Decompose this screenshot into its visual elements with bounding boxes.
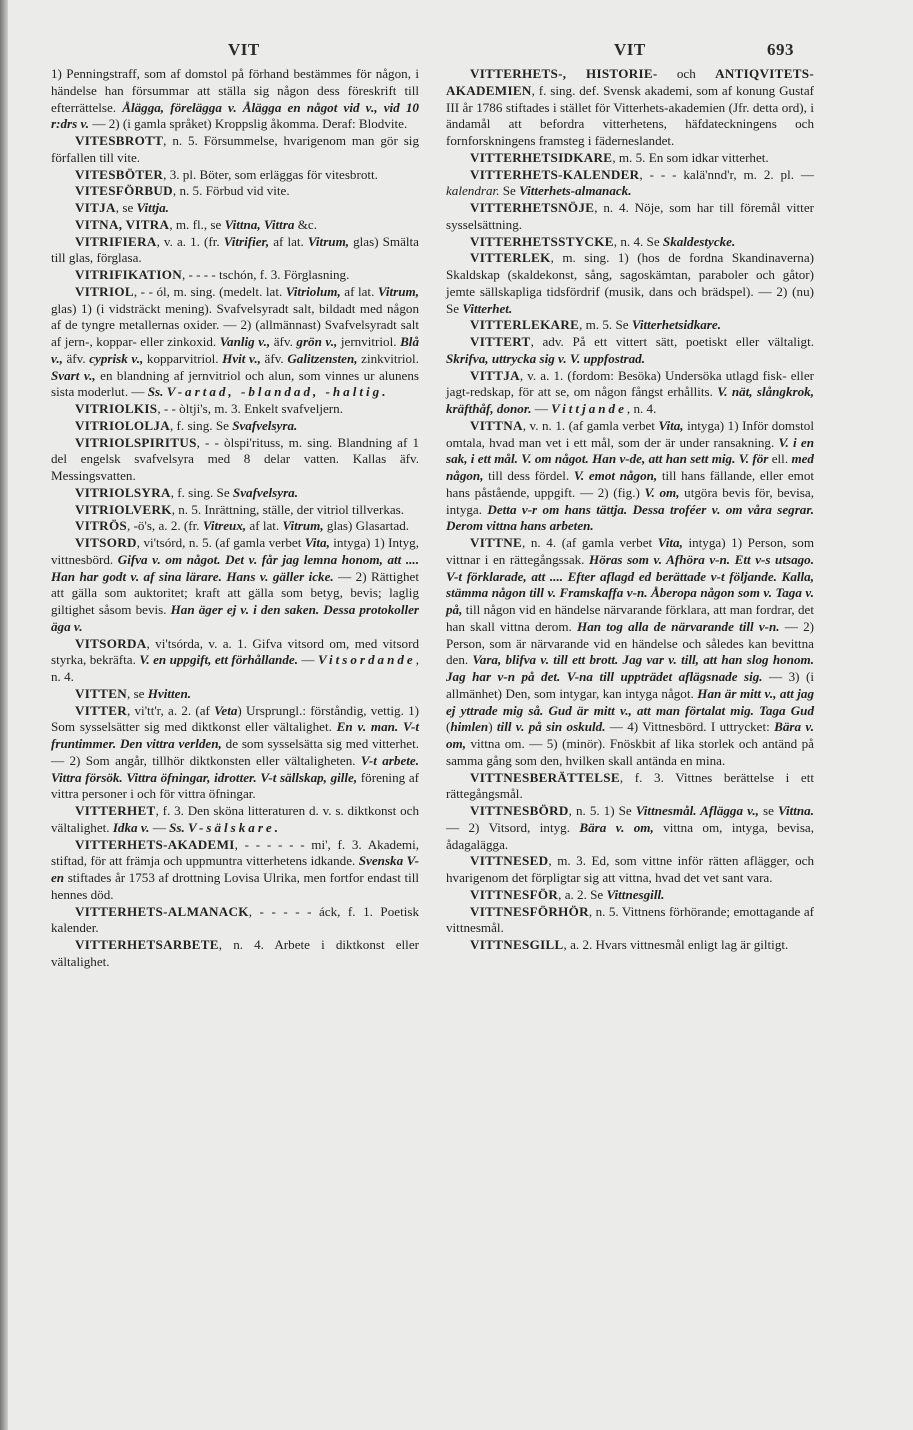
dictionary-entry [51,937,419,971]
headword: VITTNESFÖR [470,886,559,902]
definition-text: , n. 4. [626,401,657,416]
definition-text: , f. sing. def. Svensk akademi, som af konung Gustaf III år 1786 stiftades i stället för Vitterhets-akademien (Jfr. detta ord), i ändamål att befordra vitterhetens, häfdateckningens och fornforskningens framsteg i fäderneslandet. [446,82,814,148]
example-text: En v. man. V-t fruntimmer. Den vittra verlden, [51,719,420,751]
example-text: Veta [214,702,238,718]
definition-text: ( [446,719,451,735]
example-text: V. nät, slångkrok, kräfthåf, donor. [446,384,814,416]
headword: VITNA, VITRA [75,216,170,232]
headword: VITTERHETS-KALENDER [470,166,640,182]
example-text: Svafvelsyra. [232,417,298,433]
example-text: Svafvelsyra. [232,484,299,500]
example-text: Vitreux, [202,518,247,534]
example-text: Blå v., [51,334,419,366]
definition-text: — 2) Rättighet att gälla som auktoritet; kraft att gälla som betyg, bevis; laglig giltighet såsom bevis. [51,568,419,617]
definition-text: , f. sing. Se [169,417,233,433]
example-text: Vitrum, [377,283,419,299]
example-text: Ss. [169,819,185,835]
headword: VITESBROTT [75,133,164,148]
headword: VITTERHETS-ALMANACK [75,903,249,919]
headword: VITTERHETSARBETE [75,937,219,952]
dictionary-entry [446,66,814,150]
definition-text: äfv. [62,350,90,366]
definition-text: , n. 5. Försummelse, hvarigenom man gör sig förfallen till vite. [51,133,419,165]
example-text: cyprisk v., [89,350,144,366]
definition-text: äfv. [260,350,288,366]
definition-text: glas) Smälta till glas, förglasa. [51,233,419,266]
headword: VITRIOLSPIRITUS [75,434,197,450]
example-text: Vitrum, [307,233,350,249]
definition-text: vittna om. — 5) (minör). Fnöskbit af lika storlek och antänd på samma gång som den, hvilken skall antända en mina. [446,736,814,768]
headword: VITRIOL [75,283,134,299]
example-text: Han äger ej v. i den saken. Dessa protokoller äga v. [51,602,419,634]
dictionary-entry [51,502,419,519]
headword: VITTERHETSSTYCKE [470,233,614,249]
definition-text: — 4) Vittnesbörd. I uttrycket: [605,719,775,735]
dictionary-entry [446,150,814,167]
example-text: Vittnesmål. Aflägga v., [635,803,759,818]
dictionary-entry [446,317,814,334]
example-text: Vitriolum, [285,283,341,299]
headword: VITTNA [470,417,523,433]
dictionary-entry [446,167,814,201]
example-text: Ss. [147,384,164,400]
definition-text: — 2) (i gamla språket) Kroppslig åkomma. Deraf: Blodvite. [89,116,408,132]
definition-text: ) [488,719,497,735]
dictionary-entry [51,217,419,234]
dictionary-entry [51,167,419,184]
headword: VITRÖS [75,518,128,534]
headword: VITTERT [470,334,531,349]
dictionary-entry [51,234,419,268]
headword: VITTERLEK [470,250,551,266]
definition-text: , - - - - - - mi', f. 3. Akademi, stiftad, för att främja och uppmuntra vitterhetens idkande. [51,836,419,869]
headword: VITSORD [75,535,137,550]
definition-text: , - - ól, m. sing. (medelt. lat. [133,283,286,299]
definition-text: — [297,652,318,668]
definition-text: , - - - - - áck, f. 1. Poetisk kalender. [51,903,419,936]
definition-text: , vi'tsórda, v. a. 1. Gifva vitsord om, med vitsord styrka, bekräfta. [51,635,419,668]
definition-text: , f. sing. Se [170,484,233,500]
example-text: Vitrifier, [223,233,270,249]
definition-text: äfv. [270,334,297,349]
definition-text: , n. 4. (af gamla verbet [522,535,658,550]
example-text: Vittna, Vittra [224,216,295,232]
example-text: Vitrum, [282,518,324,534]
dictionary-entry [446,803,814,853]
example-text: V. en uppgift, ett förhållande. [139,652,298,668]
example-text: Skaldestycke. [662,233,736,249]
example-text: Detta v-r om hans tättja. Dessa troféer v. om våra segrar. Derom vittna hans arbeten. [446,501,815,534]
definition-text: de som sysselsätta sig med vitterhet. — 2) Som angår, tillhör diktkonsten eller vältaligheten. [51,736,419,768]
example-text: V. om, [644,484,680,500]
definition-text: — [149,819,170,835]
definition-text: ell. [768,451,792,467]
example-text: Bära v. om, [446,719,814,751]
running-head-right: VIT [614,40,646,59]
left-column [51,66,419,971]
definition-text: , n. 4. [51,652,420,684]
definition-text: , vi'tsórd, n. 5. (af gamla verbet [136,535,305,550]
example-text: V-sälskare. [188,819,282,835]
headword: VITTNESGILL [470,937,564,952]
example-text: Idka v. [112,819,150,835]
dictionary-entry [51,133,419,167]
definition-text: — [531,401,552,416]
definition-text: , a. 2. Se [558,886,607,902]
example-text: Vitterhet. [462,300,513,316]
example-text: Höras som v. Afhöra v-n. Ett v-s utsago. V-t förklarade, att .... Efter aflagd ed berättade v-t följande. Kalla, stämma någon till v. Framskaffa v-n. Åberopa någon som v. Taga v. på, [446,551,814,617]
entry-continuation [51,66,419,133]
example-text: Hvit v., [222,350,261,366]
definition-text: , n. 5. Inrättning, ställe, der vitriol tillverkas. [171,501,405,517]
definition-text: glas) Glasartad. [323,518,410,534]
definition-text: af lat. [340,283,378,299]
definition-text: af lat. [269,233,308,249]
book-spine-shadow [0,0,8,1430]
example-text: V. i en sak, i ett mål. V. om något. Han v-de, att han sett mig. V. för [446,434,814,467]
dictionary-entry [51,803,419,837]
headword: VITTERHET [75,803,156,818]
definition-text: , f. 3. Den sköna litteraturen d. v. s. diktkonst och vältalighet. [51,803,419,835]
definition-text: glas) 1) (i vidsträckt mening). Svafvelsyradt salt, bildadt med någon af de tyngre metallernas oxider. — 2) (allmännast) Svafvelsyradt salt af jern-, koppar- eller zinkoxid. [51,300,419,349]
definition-text: till hans fällande, eller emot hans påstående, uppgift. — 2) (fig.) [446,468,815,500]
definition-text: 1) Penningstraff, som af domstol på förhand bestämmes för någon, i händelse han försummar att ställa sig någon dess föreskrift till efterrättelse. [51,66,419,115]
headword: VITTNESED [470,853,549,869]
right-column [446,66,814,954]
definition-text: , v. a. 1. (fr. [156,233,224,249]
dictionary-entry [446,770,814,804]
example-text: Svart v., [51,367,96,383]
definition-text: till någon vid en händelse närvarande förklara, att man fordrar, det han skall vittna derom. [446,602,814,634]
definition-text: ) Ursprungl.: förståndig, vettig. 1) Som sysselsätter sig med diktkonst eller vältalighet. [51,702,419,735]
definition-text: , - - - kalä'nnd'r, m. 2. pl. — [639,166,814,182]
headword: VITTNESBÖRD [470,803,569,818]
definition-text: och [657,66,716,81]
example-text: V. emot någon, [573,468,658,483]
definition-text: , f. 3. Vittnes berättelse i ett rättegångsmål. [446,769,814,802]
dictionary-entry [446,535,814,770]
dictionary-entry [51,435,419,485]
example-text: V-t arbete. Vittra försök. Vittra öfningar, idrotter. V-t sällskap, gille, [51,752,419,785]
headword: VITTERHETSIDKARE [470,149,613,165]
headword: VITTNE [470,535,523,550]
definition-text: , a. 2. Hvars vittnesmål enligt lag är giltigt. [563,937,789,952]
headword: ANTIQVITETS-AKADEMIEN [446,66,815,98]
dictionary-entry [446,904,814,938]
definition-text: , - - òlspi'rituss, m. sing. Blandning af 1 del engelsk svafvelsyra med 8 delar vatten. Kallas äfv. Messingsvatten. [51,434,419,483]
example-text: himlen [450,719,489,735]
example-text: Vita, [657,535,683,550]
example-text: Galitzensten, [287,350,358,366]
dictionary-entry [446,937,814,954]
definition-text: , - - òltji's, m. 3. Enkelt svafveljern. [157,401,343,416]
definition-text: — 2) Person, som är närvarande vid en händelse och således kan bevittna den. [446,618,814,668]
dictionary-entry [446,234,814,251]
example-text: Vittnesgill. [606,886,665,902]
definition-text: intyga) 1) Inför domstol omtala, hvad man vet i ett mål, som der är under ransakning. [446,417,814,450]
headword: VITTERHETS-AKADEMI [75,836,235,852]
definition-text: &c. [294,216,318,232]
definition-text: Se [499,183,520,199]
headword: VITTER [75,702,128,718]
headword: VITRIFIERA [75,233,157,249]
definition-text: utgöra bevis för, bevisa, intyga. [446,484,814,517]
example-text: Vita, [658,417,684,433]
dictionary-entry [51,636,419,686]
example-text: V-artad, -blandad, -haltig. [166,384,389,400]
definition-text: , m. 5. En som idkar vitterhet. [612,149,769,165]
headword: VITTJA [470,367,520,383]
example-text: Han tog alla de närvarande till v-n. [577,618,780,634]
definition-text: , m. 3. Ed, som vittne inför rätten aflägger, och hvarigenom det förpligtar sig att vittna, hvad det vet sant vara. [446,853,814,885]
headword: VITTNESBERÄTTELSE [470,769,620,785]
definition-text: — 3) (i allmänhet) Den, som intygar, kan intyga något. [446,669,814,701]
example-text: Vittja. [136,200,169,215]
example-text: Vanlig v., [219,334,271,349]
dictionary-entry [446,368,814,418]
definition-text: , n. 4. Nöje, som har till föremål vitter sysselsättning. [446,200,814,232]
headword: VITTNESFÖRHÖR [470,903,589,919]
example-text: Vita, [304,535,330,550]
definition-text: , adv. På ett vittert sätt, poetiskt eller vältaligt. [530,334,814,349]
dictionary-entry [51,284,419,401]
definition-text: af lat. [246,518,283,534]
dictionary-entry [51,686,419,703]
definition-text: — 2) Vitsord, intyg. [446,819,580,835]
example-text: Han är mitt v., att jag ej yttrade mig så. Gud är mitt v., att man förtalat mig. Taga Gud [446,685,814,718]
example-text: Vara, blifva v. till ett brott. Jag var v. till, att han slog honom. Jag har v-n på det. V-na till uppträdet aflägsnade sig. [446,652,815,684]
definition-text: förening af vittra personer i och för vittra öfningar. [51,769,419,802]
definition-text: , n. 4. Arbete i diktkonst eller vältalighet. [51,937,419,969]
dictionary-entry [51,267,419,284]
example-text: Vitterhetsidkare. [631,317,721,333]
definition-text: jernvitriol. [337,334,401,349]
definition-text: , v. a. 1. (fordom: Besöka) Undersöka utlagd fisk- eller jagt-redskap, för att se, om någon fångst erhållits. [446,367,814,400]
page-number: 693 [767,40,794,59]
example-text: Vitsordande [317,652,416,668]
dictionary-entry [446,334,814,368]
headword: VITTERLEKARE [470,317,580,333]
definition-text: , - - - - tschón, f. 3. Förglasning. [181,267,350,282]
definition-text: , 3. pl. Böter, som erläggas för vitesbrott. [163,166,378,182]
definition-text: , se [127,685,148,701]
headword: VITTEN [75,685,128,701]
definition-text: intyga) 1) Intyg, vittnesbörd. [51,535,419,567]
example-text: Bära v. om, [579,819,654,835]
definition-text: , m. sing. 1) (hos de fordna Skandinaverna) Skaldskap (skaldekonst, sång, sagoskämtan, paraboler och gåtor) jemte sällskapliga tidsfördrif (musik, dans och brädspel). — 2) (nu) Se [446,250,814,316]
example-text: grön v., [296,334,338,349]
dictionary-entry [446,250,814,317]
dictionary-entry [51,418,419,435]
headword: VITRIOLSYRA [75,484,171,500]
example-text: kalendrar. [446,183,500,199]
dictionary-entry [446,887,814,904]
example-text: med någon, [446,451,814,483]
dictionary-entry [446,853,814,887]
definition-text: , m. 5. Se [579,317,632,333]
definition-text: , -ö's, a. 2. (fr. [127,518,203,534]
definition-text: kopparvitriol. [143,350,223,366]
definition-text: till dess fördel. [483,468,574,483]
headword: VITTERHETS-, HISTORIE- [470,66,658,81]
example-text: Vittjande [551,401,627,416]
definition-text: , n. 4. Se [613,233,663,249]
dictionary-entry [446,200,814,234]
example-text: Ålägga, förelägga v. Ålägga en något vid v., vid 10 r:drs v. [51,99,419,132]
definition-text: , m. fl., se [169,216,225,232]
dictionary-entry [51,401,419,418]
dictionary-entry [51,200,419,217]
dictionary-entry [51,485,419,502]
headword: VITTERHETSNÖJE [470,200,595,215]
definition-text: , n. 5. Förbud vid vite. [172,183,290,199]
example-text: Svenska V-en [51,853,419,885]
headword: VITESBÖTER [75,166,164,182]
headword: VITRIOLVERK [75,501,172,517]
headword: VITESFÖRBUD [75,183,173,199]
dictionary-entry [51,535,419,636]
example-text: Vitterhets-almanack. [519,183,632,199]
dictionary-entry [51,904,419,938]
dictionary-entry [51,703,419,804]
example-text: Hvitten. [147,685,192,701]
running-head-left: VIT [228,40,260,59]
headword: VITSORDA [75,635,147,651]
example-text: till v. på sin oskuld. [496,719,606,735]
definition-text: , n. 5. 1) Se [568,803,636,818]
definition-text: vittna om, intyga, bevisa, ådagalägga. [446,819,814,852]
definition-text: se [758,803,778,818]
definition-text: , n. 5. Vittnens förhörande; emottagande af vittnesmål. [446,903,814,936]
example-text: Skrifva, uttrycka sig v. V. uppfostrad. [446,350,645,366]
example-text: Gifva v. om något. Det v. får jag lemna honom, att .... Han har godt v. af sina lärare. Hans v. gäller icke. [51,551,419,584]
definition-text: , se [115,200,137,215]
dictionary-entry [446,418,814,535]
example-text: Vittna. [777,803,814,818]
dictionary-entry [51,837,419,904]
headword: VITRIOLKIS [75,401,158,416]
headword: VITJA [75,200,116,215]
headword: VITRIFIKATION [75,267,182,282]
definition-text: , v. n. 1. (af gamla verbet [522,417,659,433]
definition-text: intyga) 1) Person, som vittnar i en rättegångssak. [446,535,815,567]
dictionary-entry [51,518,419,535]
dictionary-entry [51,183,419,200]
definition-text: , vi'tt'r, a. 2. (af [127,702,215,718]
definition-text: zinkvitriol. [357,350,419,366]
headword: VITRIOLOLJA [75,417,170,433]
definition-text: stiftades år 1753 af drottning Lovisa Ulrika, men fortfor endast till hennes död. [51,870,419,902]
definition-text: en blandning af jernvitriol och alun, som vinnes ur alunens sista moderlut. — [51,367,419,400]
